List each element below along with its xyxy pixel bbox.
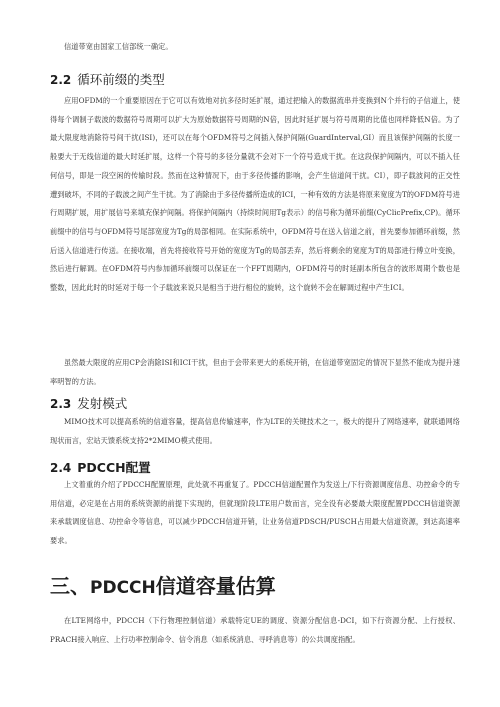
section-number: 2.4 bbox=[50, 461, 72, 475]
section-2-4-paragraph-1: 上文着重的介绍了PDCCH配置原理，此处就不再重复了。PDCCH信道配置作为发送上/下行资源调度信息、功控命令的专用信道，必定是在占用的系统资源的前提下实现的，但就现阶段LTE用户数而言，完全没有必要最大限度配置PDCCH信道资源来承载调度信息、功控命令等信息，可以减少PDCCH信道开销，让业务信道PDSCH/PUSCH占用最大信道资源，到达高速率要求。 bbox=[50, 480, 460, 546]
section-title: PDCCH配置 bbox=[77, 460, 151, 475]
section-number: 2.2 bbox=[50, 73, 72, 87]
section-title: 发射模式 bbox=[77, 396, 128, 411]
chapter-3-paragraph-1: 在LTE网络中，PDCCH（下行物理控制信道）承载特定UE的调度、资源分配信息-DCI，如下行资源分配、上行授权、PRACH接入响应、上行功率控制命令、信令消息（如系统消息、寻呼消息等）的公共调度指配。 bbox=[50, 616, 460, 644]
section-2-4-heading bbox=[50, 458, 151, 476]
chapter-prefix: 三、 bbox=[50, 574, 90, 598]
intro-paragraph: 信道带宽由国家工信部统一确定。 bbox=[64, 42, 173, 51]
chapter-3-heading bbox=[50, 570, 276, 599]
section-2-2-paragraph-2: 虽然最大限度的应用CP会消除ISI和ICI干扰，但由于会带来更大的系统开销，在信道带宽固定的情况下显然不能成为提升速率明智的方法。 bbox=[50, 358, 460, 386]
section-title: 循环前缀的类型 bbox=[77, 72, 165, 87]
chapter-title-rest: 信道容量估算 bbox=[155, 574, 276, 598]
section-2-3-paragraph-1: MIMO技术可以提高系统的信道容量，提高信息传输速率，作为LTE的关键技术之一，极大的提升了网络速率，就联通网络现状而言，宏站天馈系统支持2*2MIMO模式使用。 bbox=[50, 417, 460, 445]
section-number: 2.3 bbox=[50, 397, 72, 411]
section-2-3-heading bbox=[50, 394, 127, 412]
section-2-2-heading bbox=[50, 70, 165, 88]
section-2-2-paragraph-1: 应用OFDM的一个重要原因在于它可以有效地对抗多径时延扩展，通过把输入的数据流串并变换到N个并行的子信道上，使得每个调制子载波的数据符号周期可以扩大为原始数据符号周期的N倍，因此时延扩展与符号周期的比值也同样降低N倍。为了最大限度地消除符号间干扰(ISI)，还可以在每个OFDM符号之间插入保护间隔(GuardInterval,GI）而且该保护间隔的长度一般要大于无线信道的最大时延扩展，这样一个符号的多径分量就不会对下一个符号造成干扰。在这段保护间隔内，可以不插入任何信号，即是一段空闲的传输时段。然而在这种情况下，由于多径传播的影响，会产生信道间干扰。CI），即子载波间的正交性遭到破坏，不同的子载波之间产生干扰。为了消除由于多径传播所造成的ICI，一种有效的方法是将原来宽度为T的OFDM符号进行周期扩展，用扩展信号来填充保护间隔。将保护间隔内（持续时间用Tg表示）的信号称为循环前缀(CyClicPrefix,CP)。循环前缀中的信号与OFDM符号尾部宽度为Tg的局部相同。在实际系统中，OFDM符号在送入信道之前，首先要参加循环前缀，然后送入信道进行传送。在接收端，首先将接收符号开始的宽度为Tg的局部丢弃，然后将剩余的宽度为T的局部进行傅立叶变换，然后进行解调。在OFDM符号内参加循环前缀可以保证在一个FFT周期内，OFDM符号的时延副本所包含的波形周期个数也是整数，因此此时的时延对于每一个子载波来说只是相当于进行相位的旋转，这个旋转不会在解调过程中产生ICI。 bbox=[50, 96, 460, 293]
chapter-title-bold: PDCCH bbox=[90, 578, 156, 598]
